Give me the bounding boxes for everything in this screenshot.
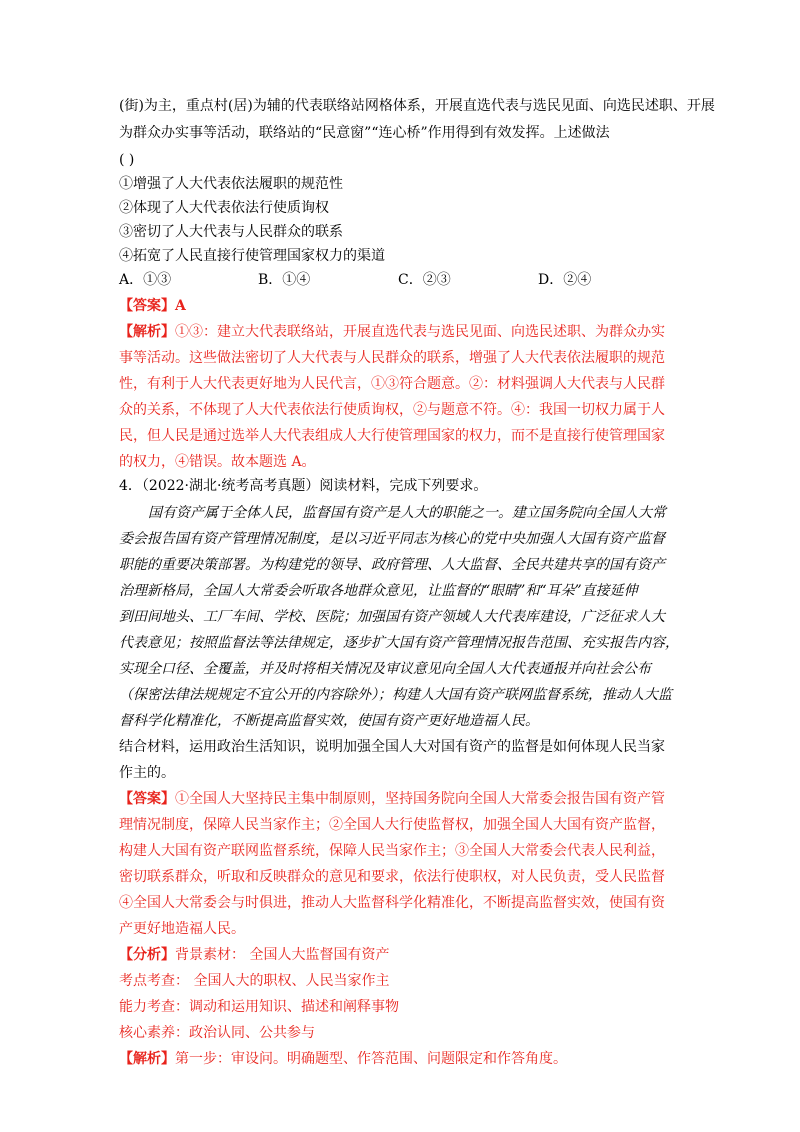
q3-stem-line-2: 为群众办实事等活动，联络站的“民意窗”“连心桥”作用得到有效发挥。上述做法	[119, 125, 610, 141]
q3-stem-line-1: (街)为主，重点村(居)为辅的代表联络站网格体系，开展直选代表与选民见面、向选民述职、开展	[119, 98, 715, 114]
q4-answer-line-6: 产更好地造福人民。	[119, 921, 245, 937]
q4-question-line-1: 结合材料，运用政治生活知识，说明加强全国人大对国有资产的监督是如何体现人民当家	[119, 739, 665, 755]
q3-analysis-line-5: 民，但人民是通过选举人大代表组成人大行使管理国家的权力，而不是直接行使管理国家	[119, 428, 665, 444]
q4-answer-line-5: ④全国人大常委会与时俱进，推动人大监督科学化精准化，不断提高监督实效，使国有资	[119, 895, 665, 911]
q4-jiexi-text: 第一步：审设问。明确题型、作答范围、问题限定和作答角度。	[175, 1051, 567, 1067]
q4-jiexi-line	[119, 1049, 567, 1069]
q3-option-b: B．①④	[258, 272, 311, 288]
q3-analysis-line-3: 性，有利于人大代表更好地为人民代言，①③符合题意。②：材料强调人大代表与人民群	[119, 376, 665, 392]
q4-kaodian-line: 考点考查： 全国人大的职权、人民当家作主	[119, 973, 390, 989]
q4-question-line-2: 作主的。	[119, 765, 175, 781]
q3-analysis-line-4: 众的关系，不体现了人大代表依法行使质询权，②与题意不符。④：我国一切权力属于人	[119, 402, 665, 418]
q3-answer-blank: ( )	[119, 152, 135, 168]
q3-option-c: C．②③	[398, 272, 451, 288]
q4-answer-line-1	[119, 789, 665, 809]
q4-answer-text-1: ①全国人大坚持民主集中制原则，坚持国务院向全国人大常委会报告国有资产管	[175, 791, 665, 807]
q3-option-d: D．②④	[538, 272, 592, 288]
q4-material-line-1: 国有资产属于全体人民，监督国有资产是人大的职能之一。建立国务院向全国人大常	[148, 505, 666, 521]
q3-analysis-text-1: ①③：建立大代表联络站，开展直选代表与选民见面、向选民述职、为群众办实	[175, 324, 665, 340]
q4-suyang-line: 核心素养：政治认同、公共参与	[119, 1025, 315, 1041]
q3-option-a: A．①③	[119, 272, 172, 288]
q4-jiexi-tag: 【解析】	[119, 1051, 175, 1067]
q3-answer	[119, 296, 186, 316]
q3-analysis-tag: 【解析】	[119, 324, 175, 340]
q4-answer-line-4: 密切联系群众，听取和反映群众的意见和要求，依法行使职权，对人民负责，受人民监督	[119, 869, 665, 885]
q3-analysis-line-1	[119, 322, 665, 342]
q3-analysis-line-6: 的权力，④错误。故本题选 A。	[119, 454, 316, 470]
q4-material-line-4: 治理新格局，全国人大常委会听取各地群众意见，让监督的“眼睛”和“耳朵”直接延伸	[119, 583, 638, 599]
q4-answer-line-2: 理情况制度，保障人民当家作主；②全国人大行使监督权，加强全国人大国有资产监督，	[119, 817, 665, 833]
q4-material-line-3: 职能的重要决策部署。为构建党的领导、政府管理、人大监督、全民共建共享的国有资产	[119, 557, 665, 573]
q3-item-3: ③密切了人大代表与人民群众的联系	[119, 224, 343, 240]
q4-fenxi-line	[119, 945, 389, 965]
q4-heading: 4．（2022·湖北·统考高考真题）阅读材料，完成下列要求。	[119, 478, 488, 494]
q4-material-line-5: 到田间地头、工厂车间、学校、医院；加强国有资产领域人大代表库建设，广泛征求人大	[119, 609, 665, 625]
q4-material-line-9: 督科学化精准化，不断提高监督实效，使国有资产更好地造福人民。	[119, 713, 539, 729]
q3-analysis-line-2: 事等活动。这些做法密切了人大代表与人民群众的联系，增强了人大代表依法履职的规范	[119, 350, 665, 366]
q4-material-line-7: 实现全口径、全覆盖，并及时将相关情况及审议意见向全国人大代表通报并向社会公布	[119, 661, 651, 677]
q3-item-1: ①增强了人大代表依法履职的规范性	[119, 176, 343, 192]
q3-item-2: ②体现了人大代表依法行使质询权	[119, 200, 329, 216]
q4-answer-line-3: 构建人大国有资产联网监督系统，保障人民当家作主；③全国人大常委会代表人民利益，	[119, 843, 665, 859]
q4-material-line-2: 委会报告国有资产管理情况制度，是以习近平同志为核心的党中央加强人大国有资产监督	[119, 531, 665, 547]
q4-material-line-6: 代表意见；按照监督法等法律规定，逐步扩大国有资产管理情况报告范围、充实报告内容，	[119, 635, 679, 651]
q4-fenxi-tag: 【分析】	[119, 947, 175, 963]
q4-nengli-line: 能力考查：调动和运用知识、描述和阐释事物	[119, 999, 399, 1015]
q4-material-line-8: （保密法律法规规定不宜公开的内容除外）；构建人大国有资产联网监督系统，推动人大监	[119, 687, 672, 703]
q4-answer-tag: 【答案】	[119, 791, 175, 807]
q4-fenxi-text: 背景素材： 全国人大监督国有资产	[175, 947, 390, 963]
q3-answer-value: A	[175, 298, 186, 314]
q3-answer-tag: 【答案】	[119, 298, 175, 314]
q3-item-4: ④拓宽了人民直接行使管理国家权力的渠道	[119, 248, 385, 264]
